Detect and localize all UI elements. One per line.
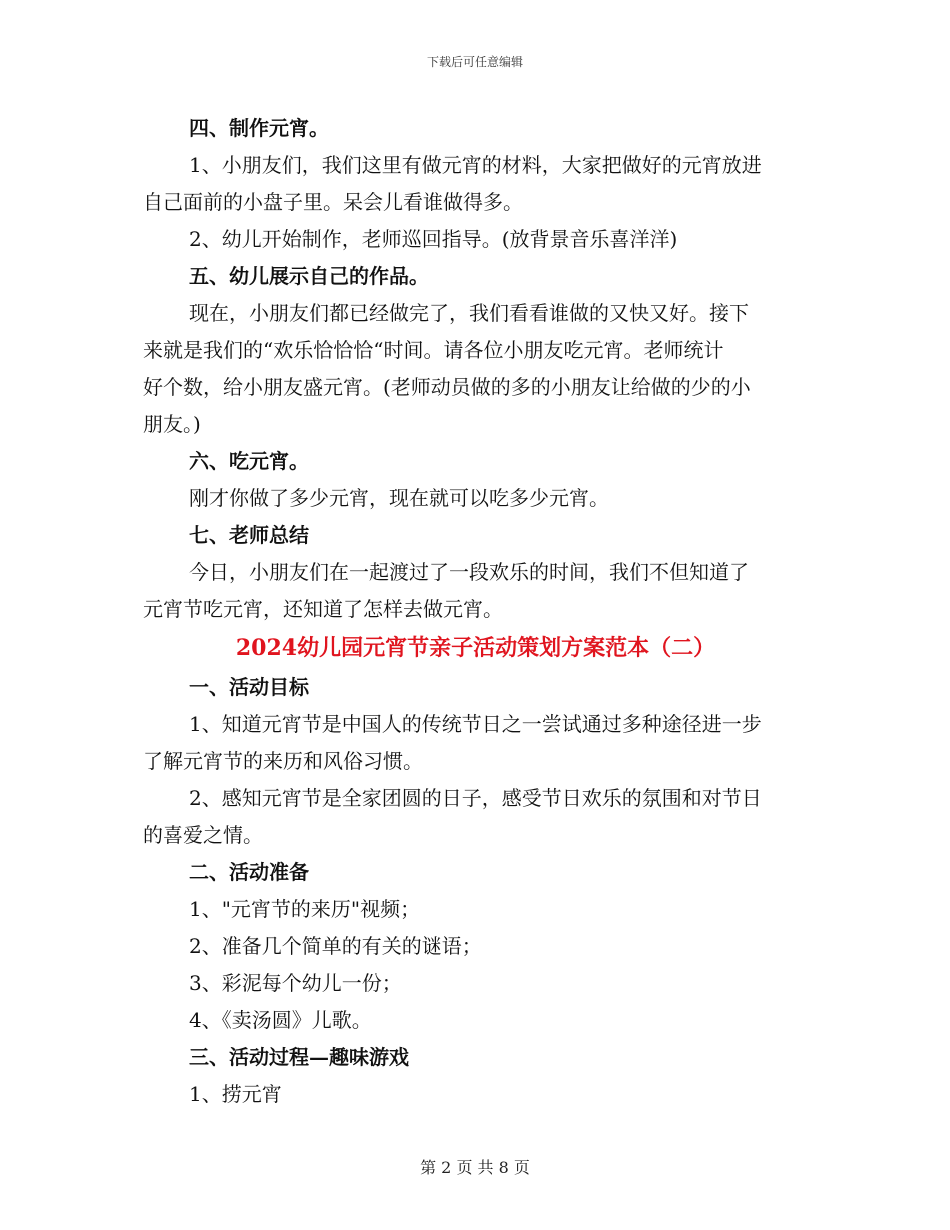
paragraph-line: 刚才你做了多少元宵，现在就可以吃多少元宵。 [189, 486, 609, 510]
paragraph-line: 2、幼儿开始制作，老师巡回指导。(放背景音乐喜洋洋) [189, 227, 678, 251]
section-heading-4: 四、制作元宵。 [189, 116, 329, 140]
list-item: 1、捞元宵 [189, 1082, 282, 1106]
paragraph-line: 的喜爱之情。 [143, 823, 263, 847]
page-number: 第 2 页 共 8 页 [420, 1158, 530, 1177]
paragraph-line: 了解元宵节的来历和风俗习惯。 [143, 749, 423, 773]
paragraph-line: 1、知道元宵节是中国人的传统节日之一尝试通过多种途径进一步 [189, 712, 762, 736]
section-heading-1: 一、活动目标 [189, 675, 309, 699]
paragraph-line: 1、小朋友们，我们这里有做元宵的材料，大家把做好的元宵放进 [189, 153, 762, 177]
section-heading-2: 二、活动准备 [189, 860, 309, 884]
document-body [143, 110, 808, 1113]
paragraph-line: 朋友。) [143, 412, 201, 436]
paragraph-line: 自己面前的小盘子里。呆会儿看谁做得多。 [143, 190, 523, 214]
section-heading-5: 五、幼儿展示自己的作品。 [189, 264, 429, 288]
header-note: 下载后可任意编辑 [426, 55, 523, 69]
list-item: 4、《卖汤圆》儿歌。 [189, 1008, 372, 1032]
paragraph-line: 好个数，给小朋友盛元宵。(老师动员做的多的小朋友让给做的少的小 [143, 375, 751, 399]
list-item: 3、彩泥每个幼儿一份； [189, 971, 402, 995]
document-title: 2024幼儿园元宵节亲子活动策划方案范本（二） [235, 635, 716, 661]
list-item: 1、"元宵节的来历"视频； [189, 897, 421, 921]
paragraph-line: 2、感知元宵节是全家团圆的日子，感受节日欢乐的氛围和对节日 [189, 786, 762, 810]
paragraph-line: 元宵节吃元宵，还知道了怎样去做元宵。 [143, 597, 503, 621]
section-heading-7: 七、老师总结 [189, 523, 309, 547]
list-item: 2、准备几个简单的有关的谜语； [189, 934, 482, 958]
paragraph-line: 现在，小朋友们都已经做完了，我们看看谁做的又快又好。接下 [189, 301, 749, 325]
paragraph-line: 来就是我们的“欢乐恰恰恰“时间。请各位小朋友吃元宵。老师统计 [143, 338, 724, 362]
section-heading-6: 六、吃元宵。 [189, 449, 309, 473]
section-heading-3: 三、活动过程—趣味游戏 [189, 1045, 409, 1069]
paragraph-line: 今日，小朋友们在一起渡过了一段欢乐的时间，我们不但知道了 [189, 560, 749, 584]
